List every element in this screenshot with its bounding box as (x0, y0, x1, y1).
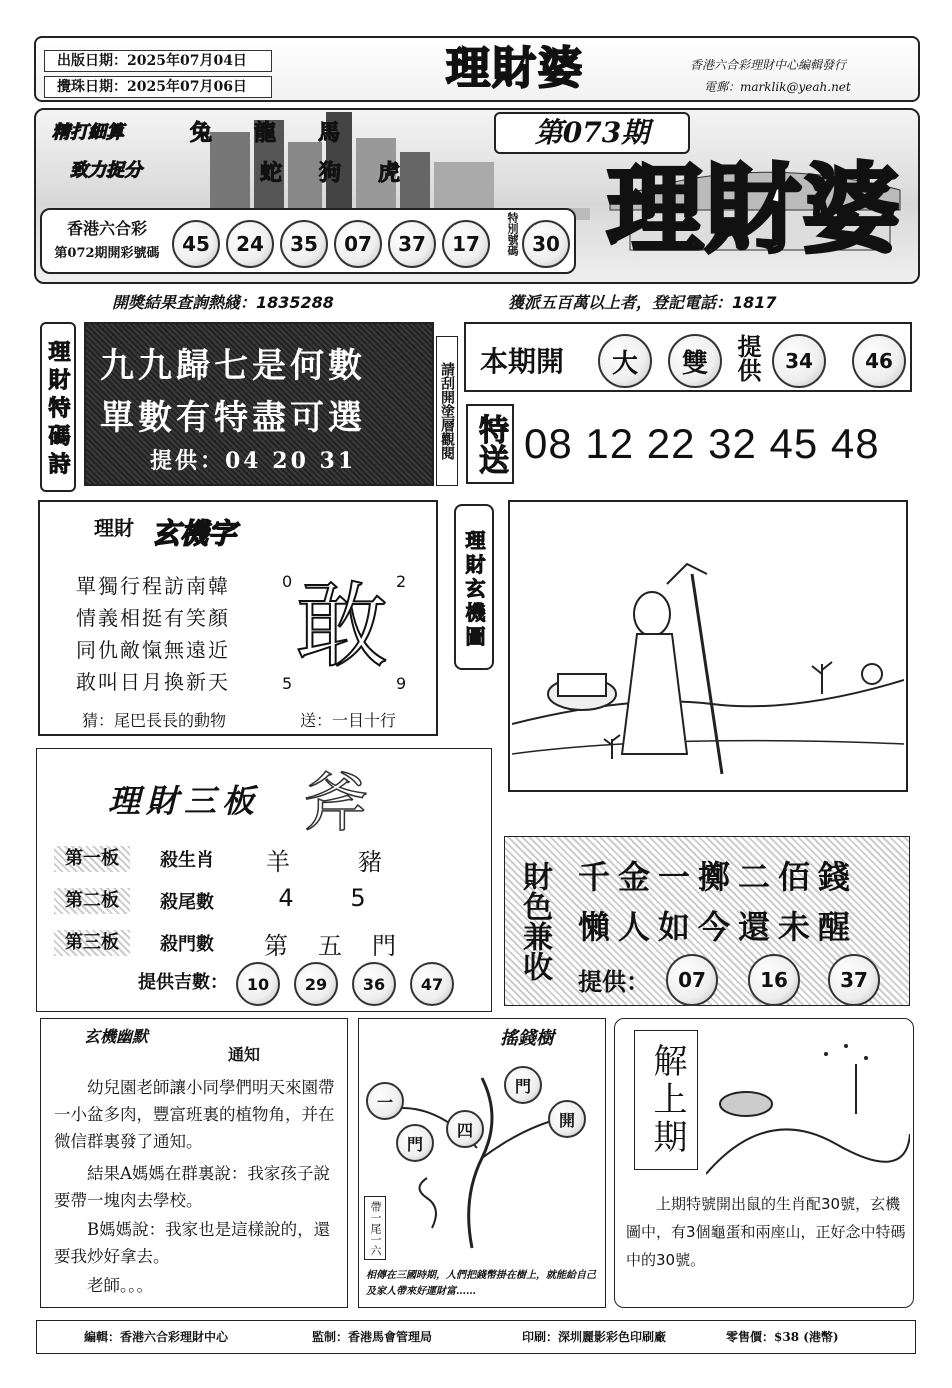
lucky-label: 提供吉數： (138, 972, 228, 993)
riddle-corner-bl: 5 (282, 674, 293, 693)
big-title: 理財婆 (607, 153, 901, 266)
this-period-label: 本期開 (480, 345, 565, 378)
zodiac-b-1: 蛇 (260, 161, 283, 186)
three-axes-title: 理財三板 (108, 782, 261, 820)
solve-last-illustration (706, 1024, 910, 1184)
mystic-side-label: 理財玄機圖 (454, 504, 494, 670)
axe-row-2-kind: 殺尾數 (160, 892, 214, 913)
special-number: 30 (522, 220, 570, 268)
prev-number-1: 45 (172, 220, 220, 268)
zodiac-group-a (190, 116, 340, 148)
zodiac-b-2: 狗 (318, 161, 341, 186)
prev-number-6: 17 (442, 220, 490, 268)
footer-printer: 印刷：深圳麗影彩色印刷廠 (522, 1330, 667, 1344)
zodiac-group-b (260, 156, 400, 188)
poem-line-1: 九九歸七是何數 (100, 346, 366, 386)
email: 電郵：marklik@yeah.net (704, 80, 851, 94)
cai-jian-provide: 提供： (578, 967, 650, 996)
gift-numbers: 08 12 22 32 45 48 (524, 420, 880, 467)
axe-row-1-value-1: 羊 (266, 848, 290, 876)
cai-jian-ball-2: 16 (748, 954, 800, 1006)
scratch-label: 請刮開塗層觀閱 (436, 336, 458, 486)
lottery-name: 香港六合彩 (66, 219, 147, 238)
special-label: 特別號碼 (506, 212, 519, 256)
humor-paragraph-3: B媽媽說：我家也是這樣說的，還要我炒好拿去。 (54, 1220, 331, 1266)
money-tree-caption: 相傳在三國時期，人們把錢幣掛在樹上，就能給自己及家人帶來好運財富…… (366, 1270, 596, 1297)
zodiac-a-2: 龍 (253, 121, 276, 146)
this-period-ball-1: 34 (772, 334, 826, 388)
this-period-provide: 提供 (733, 334, 762, 382)
riddle-send: 送：一目十行 (300, 711, 397, 730)
cai-jian-line-2: 懶人如今還未醒 (578, 908, 859, 946)
axe-row-2-value-2: 5 (350, 884, 366, 912)
money-tree-side: 帶一尾一六 (364, 1196, 386, 1260)
cai-jian-line-1: 千金一擲二佰錢 (578, 858, 859, 896)
zodiac-a-1: 兔 (190, 121, 213, 146)
riddle-title: 玄機字 (152, 517, 237, 550)
humor-subtitle: 通知 (228, 1045, 261, 1064)
axe-row-3-value-1: 第 (264, 932, 288, 960)
axe-row-3-value-3: 門 (372, 932, 396, 960)
lucky-ball-4: 47 (410, 962, 454, 1006)
axe-row-3-label: 第三板 (54, 930, 130, 956)
this-period-ball-2: 46 (852, 334, 906, 388)
fruit-5: 四 (446, 1110, 484, 1148)
prev-issue-label: 第072期開彩號碼 (54, 246, 160, 261)
footer-editor: 編輯：香港六合彩理財中心 (84, 1330, 229, 1344)
riddle-corner-tr: 2 (396, 572, 407, 591)
banner-tag-1: 精打細算 (52, 122, 124, 143)
axe-row-1-kind: 殺生肖 (160, 850, 214, 871)
fruit-1: 一 (366, 1082, 404, 1120)
axe-row-2-label: 第二板 (54, 888, 130, 914)
footer-price: 零售價：$38 (港幣) (726, 1330, 839, 1344)
zodiac-a-3: 馬 (317, 121, 340, 146)
prev-number-4: 07 (334, 220, 382, 268)
humor-paragraph-4: 老師。。。 (87, 1276, 153, 1295)
lucky-ball-2: 29 (294, 962, 338, 1006)
riddle-big-char: 敢 (295, 573, 388, 680)
footer-supervisor: 監制：香港馬會管理局 (312, 1330, 433, 1344)
poem-side-label: 理財特碼詩 (40, 322, 76, 492)
zodiac-b-3: 虎 (377, 161, 400, 186)
tag-even: 雙 (668, 334, 722, 388)
issue-number: 第073期 (494, 112, 690, 154)
hotline-left: 開獎結果查詢熱綫：1835288 (112, 293, 334, 312)
solve-last-text: 上期特號開出鼠的生肖配30號，玄機圖中，有3個龜蛋和兩座山，正好念中特碼中的30號。 (626, 1195, 906, 1269)
riddle-corner-br: 9 (396, 674, 407, 693)
cai-jian-ball-1: 07 (666, 954, 718, 1006)
poem-provide: 提供：04 20 31 (150, 448, 357, 474)
draw-date: 攪珠日期：2025年07月06日 (44, 76, 272, 98)
banner-tag-2: 致力捉分 (70, 160, 142, 181)
riddle-line-2: 情義相挺有笑顏 (76, 606, 230, 630)
humor-paragraph-1: 幼兒園老師讓小同學們明天來園帶一小盆多肉，豐富班裏的植物角，并在微信群裏發了通知。 (54, 1078, 335, 1151)
humor-title: 玄機幽默 (84, 1027, 149, 1046)
gift-label: 特送 (466, 404, 514, 484)
fruit-3: 開 (548, 1100, 586, 1138)
cai-jian-ball-3: 37 (828, 954, 880, 1006)
humor-paragraph-2: 結果A媽媽在群裏說：我家孩子說要帶一塊肉去學校。 (54, 1164, 330, 1210)
axe-row-1-value-2: 豬 (358, 848, 382, 876)
prev-number-5: 37 (388, 220, 436, 268)
riddle-brand: 理財 (94, 516, 134, 540)
mystic-picture-illustration (512, 504, 904, 788)
poem-line-2: 單數有特盡可選 (100, 398, 366, 438)
lucky-ball-1: 10 (236, 962, 280, 1006)
fruit-4: 門 (396, 1124, 434, 1162)
axe-row-3-value-2: 五 (318, 932, 342, 960)
riddle-corner-tl: 0 (282, 572, 293, 591)
hotline-right: 獲派五百萬以上者，登記電話：1817 (508, 293, 777, 312)
riddle-line-1: 單獨行程訪南韓 (76, 574, 230, 598)
prev-number-3: 35 (280, 220, 328, 268)
cai-jian-side: 財色兼收 (517, 861, 552, 981)
axe-row-2-value-1: 4 (278, 884, 294, 912)
axe-row-1-label: 第一板 (54, 846, 130, 872)
three-axes-title-char: 斧 (304, 767, 368, 841)
money-tree-title: 搖錢樹 (500, 1028, 554, 1049)
publish-date: 出版日期：2025年07月04日 (44, 50, 272, 72)
tag-big: 大 (598, 334, 652, 388)
masthead: 理財婆 (446, 43, 584, 94)
fruit-2: 門 (504, 1066, 542, 1104)
publisher: 香港六合彩理財中心編輯發行 (690, 58, 847, 72)
riddle-line-3: 同仇敵愾無遠近 (76, 638, 230, 662)
lucky-ball-3: 36 (352, 962, 396, 1006)
riddle-line-4: 敢叫日月換新天 (76, 670, 230, 694)
prev-number-2: 24 (226, 220, 274, 268)
riddle-guess: 猜：尾巴長長的動物 (82, 711, 227, 730)
solve-last-title: 解上期 (634, 1030, 698, 1170)
axe-row-3-kind: 殺門數 (160, 934, 214, 955)
